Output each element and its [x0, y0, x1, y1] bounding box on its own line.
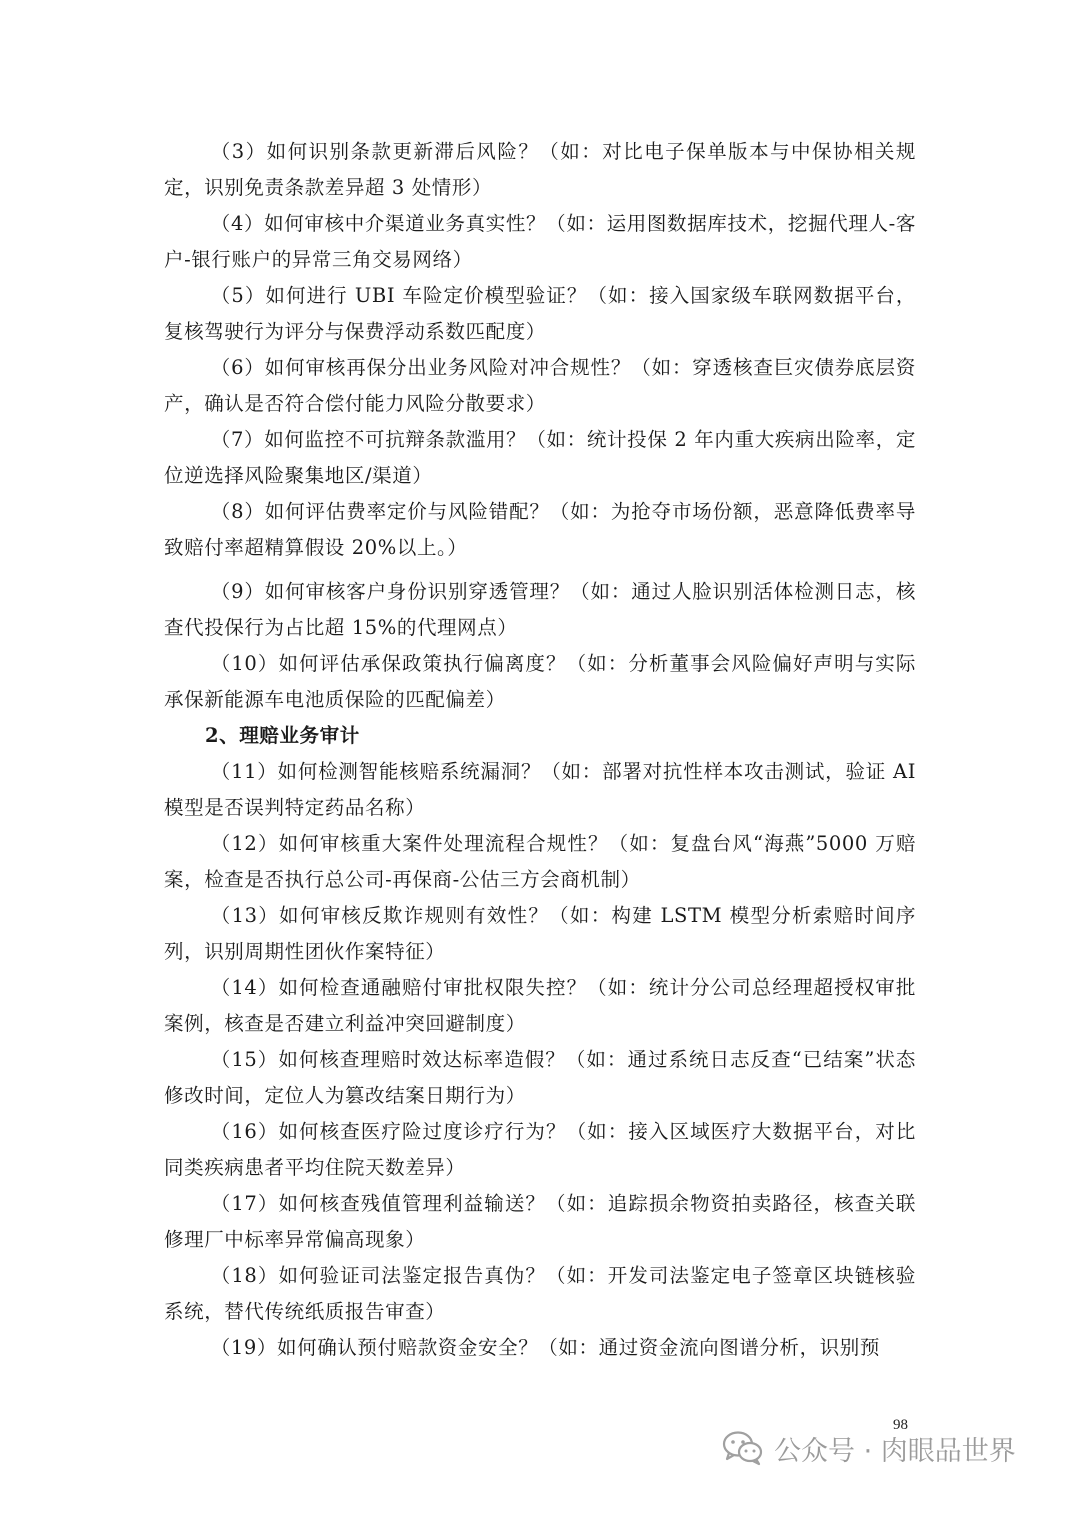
- watermark: [722, 1425, 1016, 1471]
- paragraph-12: （12）如何审核重大案件处理流程合规性？（如：复盘台风“海燕”5000 万赔案，检查是否执行总公司-再保商-公估三方会商机制）: [164, 832, 916, 891]
- paragraph-8: （8）如何评估费率定价与风险错配？（如：为抢夺市场份额，恶意降低费率导致赔付率超精算假设 20%以上。）: [164, 500, 916, 559]
- paragraph-19: （19）如何确认预付赔款资金安全？（如：通过资金流向图谱分析，识别预: [210, 1336, 881, 1359]
- paragraph-9: （9）如何审核客户身份识别穿透管理？（如：通过人脸识别活体检测日志，核查代投保行为占比超 15%的代理网点）: [164, 580, 916, 639]
- paragraph-11: （11）如何检测智能核赔系统漏洞？（如：部署对抗性样本攻击测试，验证 AI 模型是否误判特定药品名称）: [164, 760, 916, 819]
- watermark-text: 公众号 · 肉眼品世界: [774, 1435, 1016, 1467]
- wechat-icon: [722, 1430, 764, 1466]
- paragraph-7: （7）如何监控不可抗辩条款滥用？（如：统计投保 2 年内重大疾病出险率，定位逆选择风险聚集地区/渠道）: [164, 428, 916, 487]
- paragraph-17: （17）如何核查残值管理利益输送？（如：追踪损余物资拍卖路径，核查关联修理厂中标率异常偏高现象）: [164, 1192, 916, 1251]
- document-body: [164, 134, 916, 1366]
- paragraph-16: （16）如何核查医疗险过度诊疗行为？（如：接入区域医疗大数据平台，对比同类疾病患者平均住院天数差异）: [164, 1120, 916, 1179]
- paragraph-18: （18）如何验证司法鉴定报告真伪？（如：开发司法鉴定电子签章区块链核验系统，替代传统纸质报告审查）: [164, 1264, 916, 1323]
- paragraph-4: （4）如何审核中介渠道业务真实性？（如：运用图数据库技术，挖掘代理人-客户-银行账户的异常三角交易网络）: [164, 212, 916, 271]
- paragraph-13: （13）如何审核反欺诈规则有效性？（如：构建 LSTM 模型分析索赔时间序列，识别周期性团伙作案特征）: [164, 904, 916, 963]
- section-heading: 2、理赔业务审计: [204, 724, 360, 747]
- paragraph-10: （10）如何评估承保政策执行偏离度？（如：分析董事会风险偏好声明与实际承保新能源车电池质保险的匹配偏差）: [164, 652, 916, 711]
- paragraph-5: （5）如何进行 UBI 车险定价模型验证？（如：接入国家级车联网数据平台，复核驾驶行为评分与保费浮动系数匹配度）: [164, 284, 916, 343]
- paragraph-3: （3）如何识别条款更新滞后风险？（如：对比电子保单版本与中保协相关规定，识别免责条款差异超 3 处情形）: [164, 140, 916, 199]
- page-number: 98: [893, 1417, 908, 1433]
- paragraph-6: （6）如何审核再保分出业务风险对冲合规性？（如：穿透核查巨灾债券底层资产，确认是否符合偿付能力风险分散要求）: [164, 356, 916, 415]
- paragraph-15: （15）如何核查理赔时效达标率造假？（如：通过系统日志反查“已结案”状态修改时间，定位人为篡改结案日期行为）: [164, 1048, 916, 1107]
- paragraph-14: （14）如何检查通融赔付审批权限失控？（如：统计分公司总经理超授权审批案例，核查是否建立利益冲突回避制度）: [164, 976, 916, 1035]
